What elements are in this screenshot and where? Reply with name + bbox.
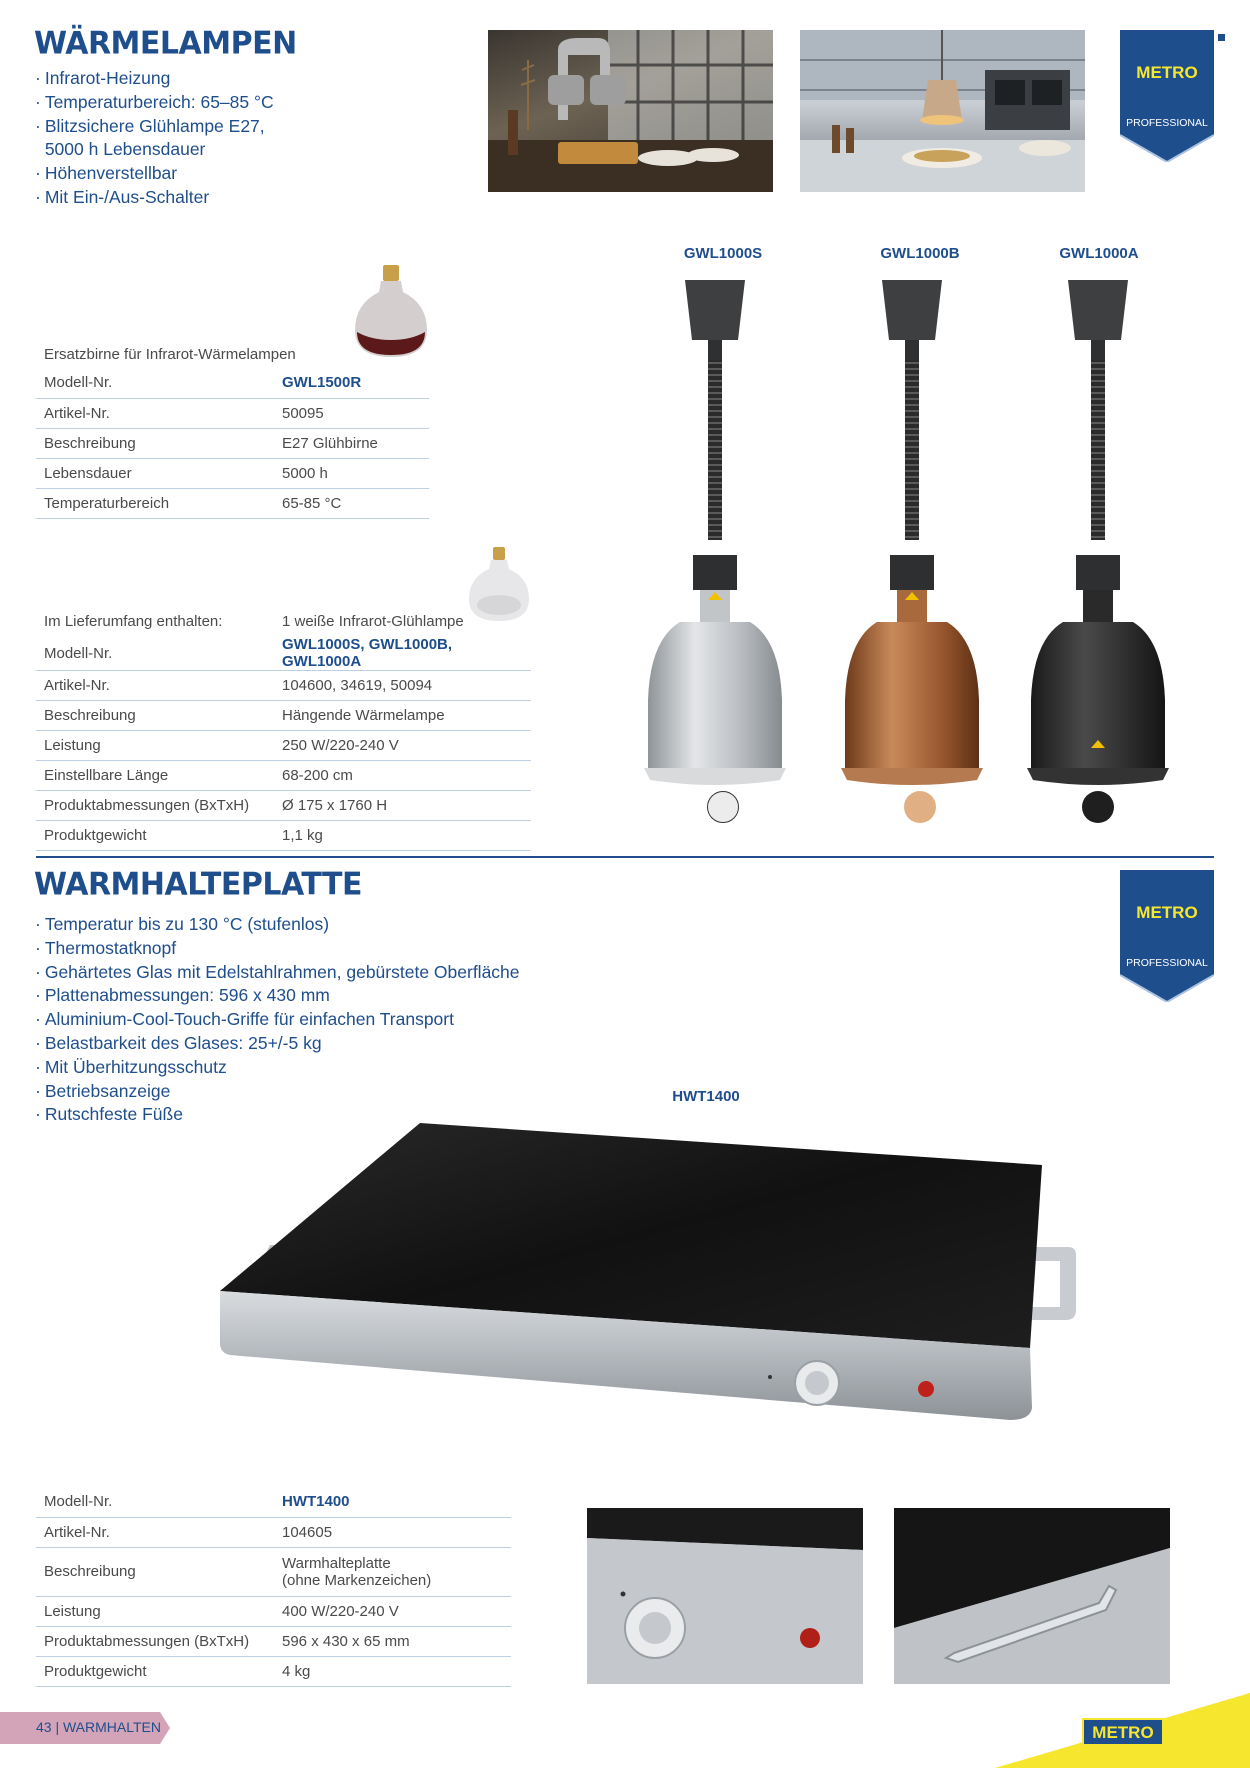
feature-list-lamps (35, 67, 274, 210)
table-row: Modell-Nr. HWT1400 (36, 1487, 511, 1517)
feature-item: · Mit Überhitzungsschutz (35, 1056, 227, 1077)
hanging-lamps-illustration (640, 270, 1180, 790)
table-row: Produktabmessungen (BxTxH) 596 x 430 x 65 mm (36, 1626, 511, 1656)
plate-spec-table (36, 1487, 511, 1687)
table-row: Artikel-Nr. 104605 (36, 1517, 511, 1547)
section-title-warmhalteplatte: WARMHALTEPLATTE (34, 866, 362, 903)
table-row: Produktgewicht 1,1 kg (36, 821, 531, 851)
page-tab (0, 1712, 170, 1744)
badge-brand: METRO (1136, 63, 1198, 82)
badge-brand: METRO (1136, 903, 1198, 922)
table-row: Leistung 400 W/220-240 V (36, 1596, 511, 1626)
color-swatch-silver[interactable] (707, 791, 739, 823)
metro-professional-badge (1120, 870, 1214, 1002)
feature-item: · Blitzsichere Glühlampe E27, (35, 115, 265, 136)
footer-metro-logo: METRO (1082, 1718, 1164, 1746)
lamp-model-label-black: GWL1000A (1059, 245, 1139, 262)
handle-detail-photo (894, 1508, 1170, 1684)
lamp-restaurant-photo (488, 30, 773, 192)
table-row: Artikel-Nr. 50095 (36, 398, 429, 428)
metro-professional-badge (1120, 30, 1214, 162)
table-row: Modell-Nr. GWL1500R (36, 368, 429, 398)
table-row: Im Lieferumfang enthalten: 1 weiße Infrarot-Glühlampe (44, 612, 464, 630)
corner-mark-icon (1218, 34, 1225, 41)
red-bulb-image (351, 262, 431, 362)
feature-item: · Plattenabmessungen: 596 x 430 mm (35, 985, 330, 1006)
table-row: Beschreibung Hängende Wärmelampe (36, 701, 531, 731)
badge-subtitle: PROFESSIONAL (1126, 117, 1208, 129)
bulb-spec-table (36, 368, 429, 519)
feature-item: · Temperatur bis zu 130 °C (stufenlos) (35, 914, 330, 934)
table-row: Leistung 250 W/220-240 V (36, 731, 531, 761)
color-swatch-copper[interactable] (904, 791, 936, 823)
table-row: Temperaturbereich 65-85 °C (36, 488, 429, 518)
feature-list-plate (35, 913, 520, 1127)
feature-item: · Mit Ein-/Aus-Schalter (35, 186, 210, 207)
badge-subtitle: PROFESSIONAL (1126, 957, 1208, 969)
color-swatch-black[interactable] (1082, 791, 1114, 823)
table-row: Produktgewicht 4 kg (36, 1656, 511, 1686)
section-divider (36, 856, 1214, 858)
page-label: 43 | WARMHALTEN (36, 1719, 161, 1735)
section-title-waermelampen: WÄRMELAMPEN (34, 25, 297, 62)
plate-model-label: HWT1400 (672, 1088, 740, 1105)
feature-item: · Infrarot-Heizung (35, 68, 171, 88)
feature-item: · Höhenverstellbar (35, 163, 178, 184)
feature-item: 5000 h Lebensdauer (44, 139, 206, 160)
lamp-model-label-silver: GWL1000S (683, 245, 763, 262)
feature-item: · Thermostatknopf (35, 937, 177, 958)
feature-item: · Belastbarkeit des Glases: 25+/-5 kg (35, 1032, 322, 1053)
feature-item: · Gehärtetes Glas mit Edelstahlrahmen, gebürstete Oberfläche (35, 961, 520, 982)
table-row: Lebensdauer 5000 h (36, 458, 429, 488)
lamp-spec-table (36, 606, 531, 851)
bulb-table-caption: Ersatzbirne für Infrarot-Wärmelampen (44, 346, 296, 363)
feature-item: · Rutschfeste Füße (35, 1104, 183, 1125)
table-row: Einstellbare Länge 68-200 cm (36, 761, 531, 791)
lamp-kitchen-photo (800, 30, 1085, 192)
table-row: Produktabmessungen (BxTxH) Ø 175 x 1760 H (36, 791, 531, 821)
knob-detail-photo (587, 1508, 863, 1684)
feature-item: · Temperaturbereich: 65–85 °C (35, 91, 274, 112)
feature-item: · Aluminium-Cool-Touch-Griffe für einfachen Transport (35, 1009, 454, 1030)
table-row: Beschreibung Warmhalteplatte (ohne Markenzeichen) (36, 1547, 511, 1596)
lamp-model-label-copper: GWL1000B (880, 245, 960, 262)
feature-item: · Betriebsanzeige (35, 1080, 171, 1101)
warming-plate-illustration (210, 1115, 1080, 1425)
table-row: Beschreibung E27 Glühbirne (36, 428, 429, 458)
table-row: Artikel-Nr. 104600, 34619, 50094 (36, 671, 531, 701)
table-row: Modell-Nr. GWL1000S, GWL1000B, GWL1000A (36, 636, 531, 671)
